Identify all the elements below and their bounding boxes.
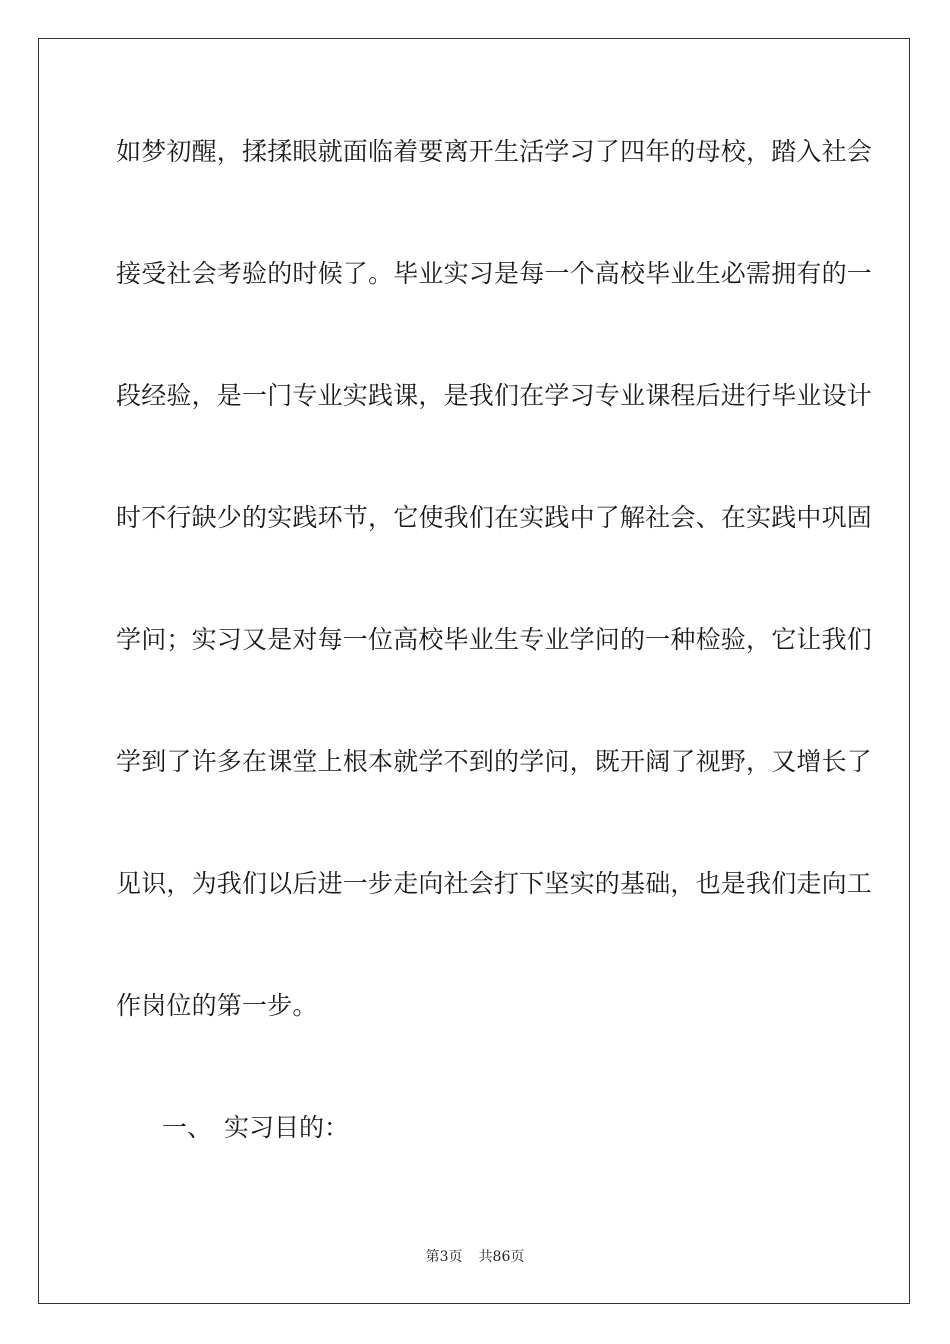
body-line-3: 段经验，是一门专业实践课，是我们在学习专业课程后进行毕业设计 (116, 381, 873, 410)
body-line-6: 学到了许多在课堂上根本就学不到的学问，既开阔了视野，又增长了 (116, 747, 873, 776)
section-title: 实习目的： (224, 1113, 350, 1142)
body-line-8: 作岗位的第一步。 (116, 991, 318, 1020)
body-line-4: 时不行缺少的实践环节，它使我们在实践中了解社会、在实践中巩固 (116, 503, 873, 532)
page-total: 共86页 (478, 1249, 525, 1265)
page-number: 第3页 (425, 1249, 463, 1265)
section-heading (162, 1113, 349, 1143)
body-line-1: 如梦初醒，揉揉眼就面临着要离开生活学习了四年的母校，踏入社会 (116, 137, 873, 166)
page-footer (0, 1248, 950, 1266)
body-line-7: 见识，为我们以后进一步走向社会打下坚实的基础，也是我们走向工 (116, 869, 873, 898)
body-line-2: 接受社会考验的时候了。毕业实习是每一个高校毕业生必需拥有的一 (116, 259, 873, 288)
body-line-5: 学问；实习又是对每一位高校毕业生专业学问的一种检验，它让我们 (116, 625, 873, 654)
section-number: 一、 (162, 1113, 213, 1142)
